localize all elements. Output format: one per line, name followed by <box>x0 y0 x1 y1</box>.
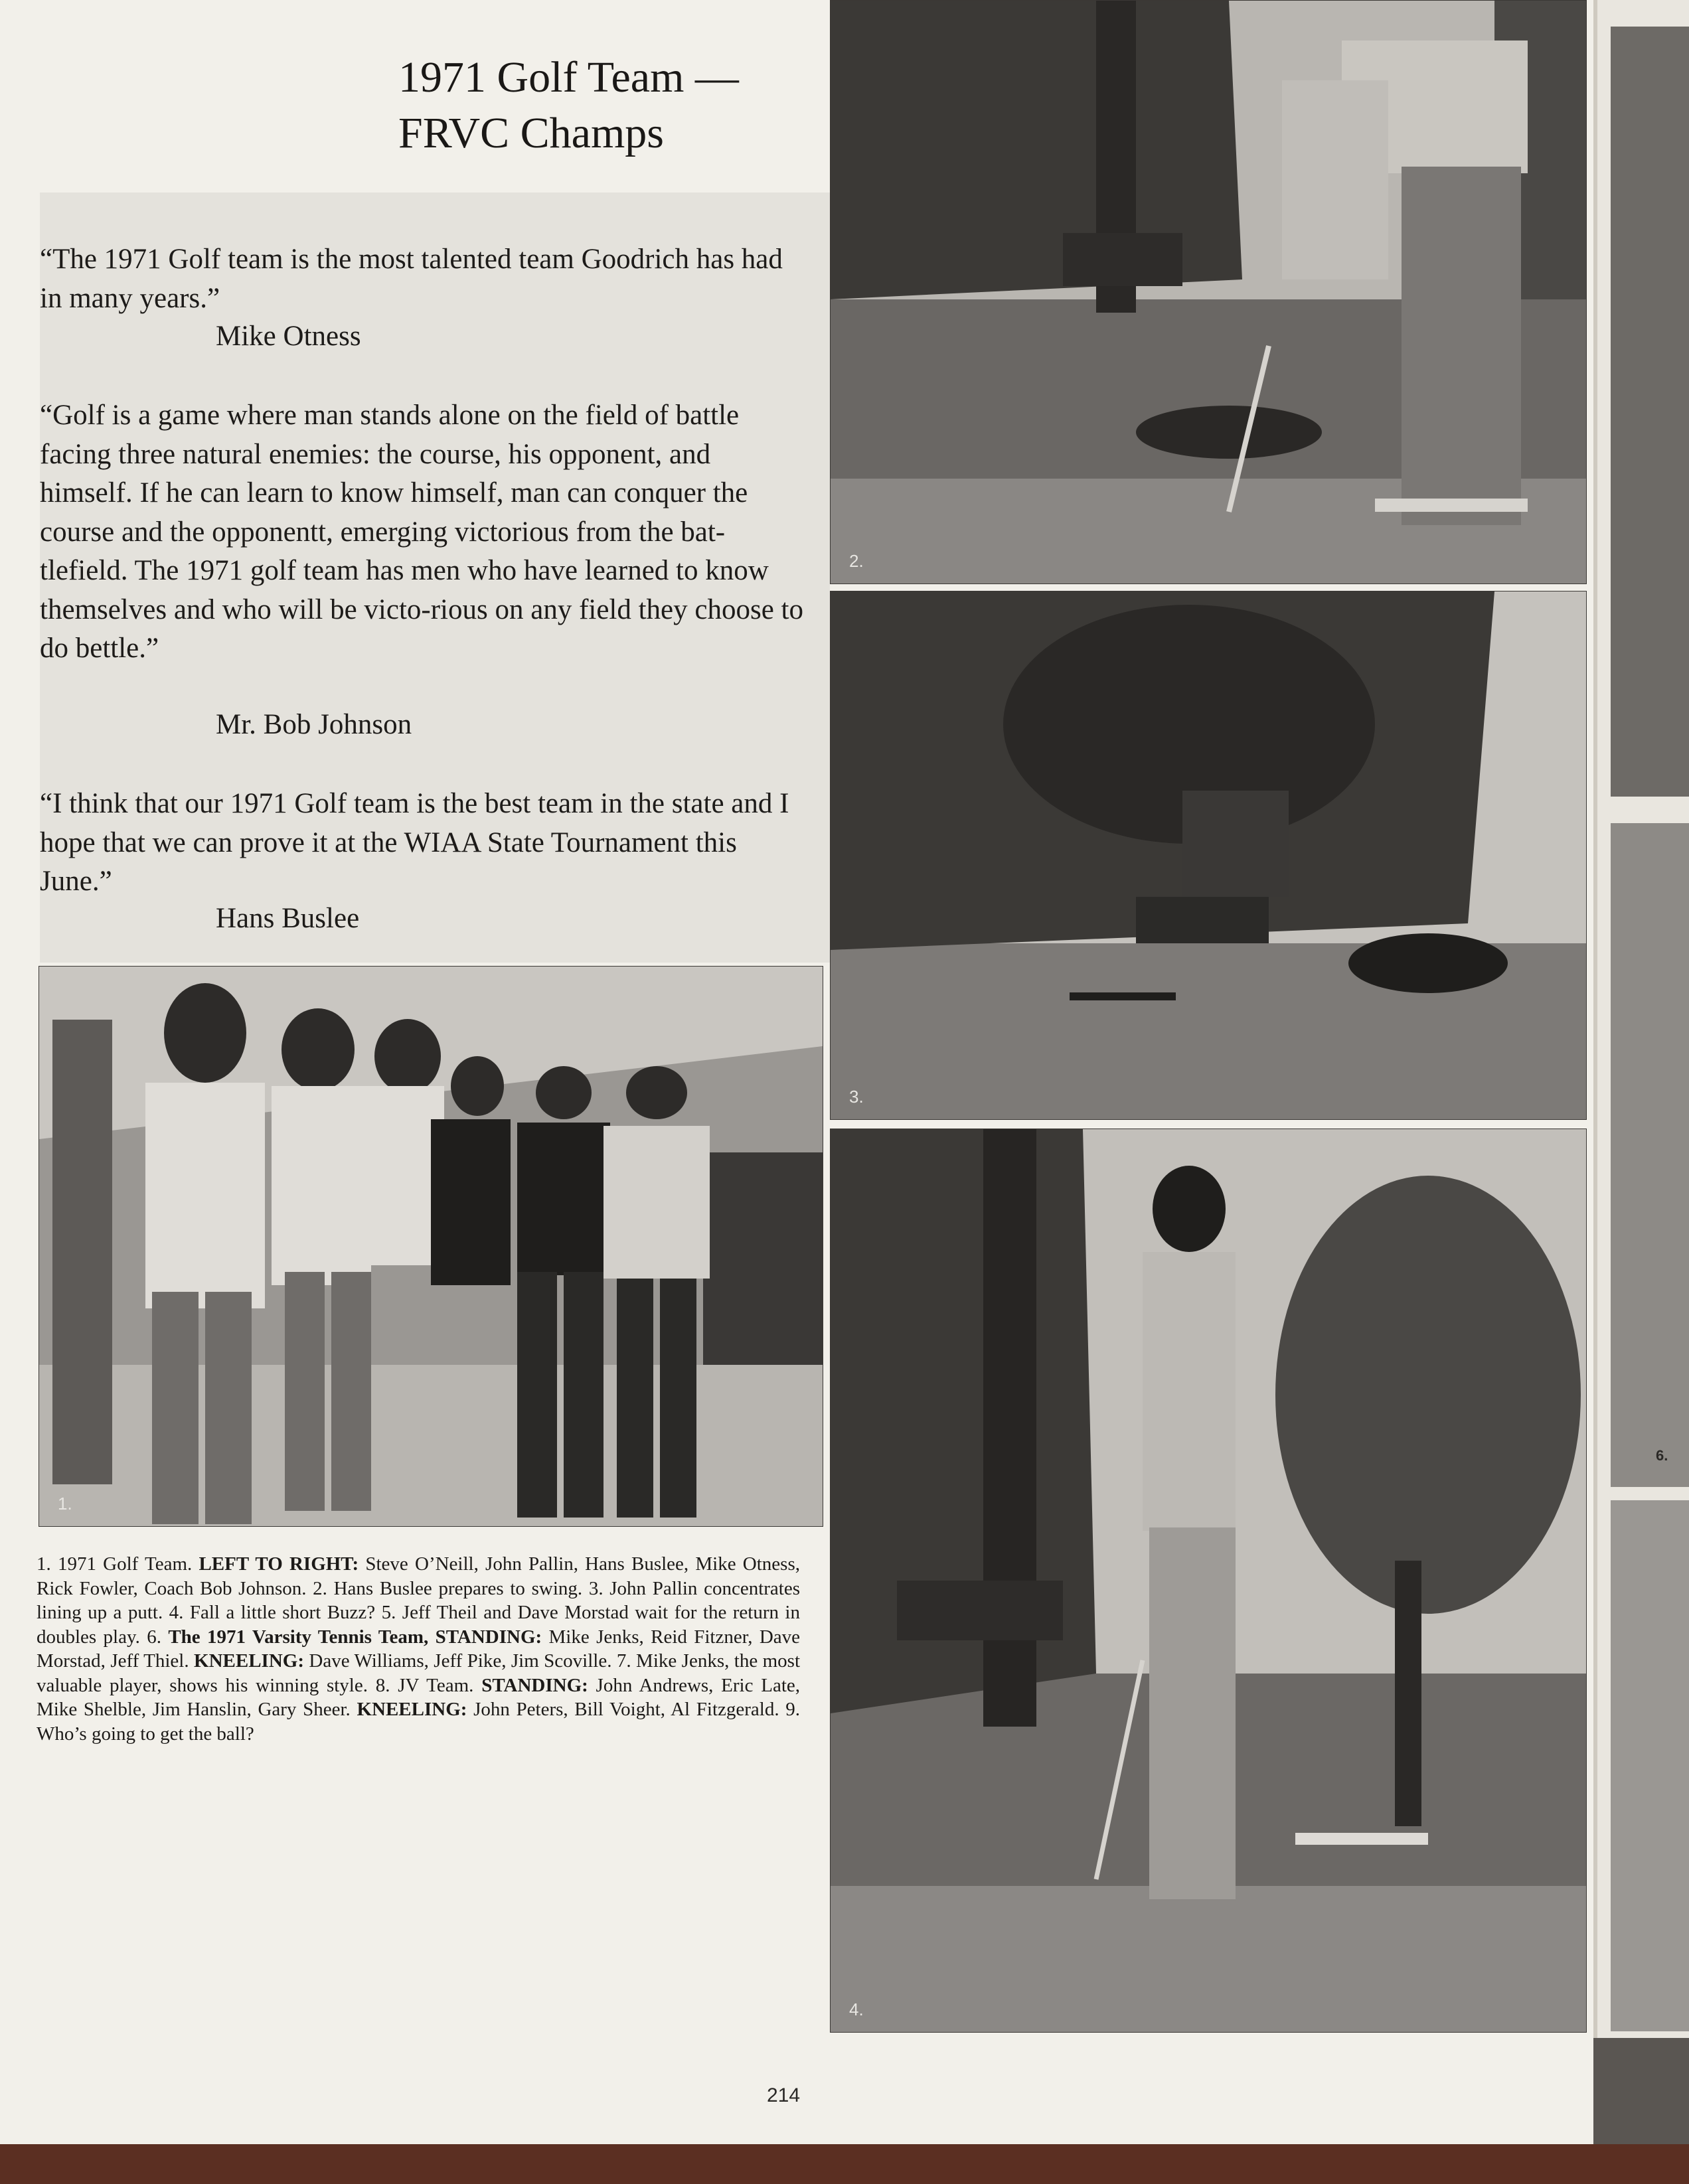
quote-2-author: Mr. Bob Johnson <box>216 709 412 740</box>
facing-photo <box>1611 27 1689 797</box>
photo-golfer-putt-number: 3. <box>849 1087 864 1107</box>
facing-page-edge <box>1593 0 1689 2038</box>
caption-bold: LEFT TO RIGHT: <box>199 1553 359 1575</box>
title-line-2: FRVC Champs <box>398 109 664 157</box>
photo-golfer-swing-number: 2. <box>849 551 864 571</box>
quote-2: “Golf is a game where man stands alone on the field of battle facing three natural enemies: the course, his opponent, and himself. If he can learn to know himself, man can conquer the course and the opponentt, emerging victorious from the bat-tlefield. The 1971 golf team has men who have learned to know themselves and who will be victo-rious on any field they choose to do bettle.” <box>40 400 803 664</box>
golfer-putt-illustration <box>831 591 1586 1119</box>
quote-1-author: Mike Otness <box>216 321 361 352</box>
photo-golfer-green <box>830 1129 1587 2033</box>
caption-part: John Peters, Bill Voight, Al Fitzgerald. 9. Who’s going to get the ball? <box>37 1699 800 1745</box>
caption-bold: STANDING: <box>481 1674 588 1696</box>
quote-1: “The 1971 Golf team is the most talented team Goodrich has had in many years.” <box>40 244 783 314</box>
facing-photo <box>1611 823 1689 1487</box>
caption-part: John Andrews, Eric Late, Mike Shelble, Jim Hanslin, Gary Sheer. <box>37 1674 801 1720</box>
caption-bold: KNEELING: <box>357 1699 467 1720</box>
photo-team <box>39 966 823 1527</box>
caption-bold: KNEELING: <box>194 1650 304 1672</box>
photo-team-number: 1. <box>58 1494 72 1514</box>
photo-golfer-green-number: 4. <box>849 1999 864 2019</box>
caption-bold: The 1971 Varsity Tennis Team, STANDING: <box>168 1626 542 1648</box>
photo-golfer-putt <box>830 591 1587 1120</box>
page-number: 214 <box>767 2084 801 2106</box>
photo-golfer-swing <box>830 0 1587 584</box>
caption-part: Steve O’Neill, John Pallin, Hans Buslee, Mike Otness, Rick Fowler, Coach Bob Johnson. 2. Hans Buslee prepares to swing. 3. John Pallin concentrates lining up a putt. 4. Fall a little short Buzz? 5. Jeff Theil and Dave Morstad wait for the return in doubles play. 6. <box>37 1553 800 1648</box>
scan-background <box>0 2144 1689 2184</box>
golfer-green-illustration <box>831 1129 1586 2032</box>
facing-page-label: 6. <box>1656 1447 1668 1464</box>
title-line-1: 1971 Golf Team — <box>398 53 739 102</box>
caption-part: Dave Williams, Jeff Pike, Jim Scoville. 7. Mike Jenks, the most valuable player, shows his winning style. 8. JV Team. <box>37 1650 801 1696</box>
photo-caption <box>37 1552 800 1746</box>
facing-photo <box>1611 1500 1689 2031</box>
caption-part: 1. 1971 Golf Team. <box>37 1553 199 1575</box>
team-photo-illustration <box>39 967 823 1526</box>
page-title <box>398 50 903 161</box>
golfer-swing-illustration <box>831 1 1586 584</box>
quote-3-author: Hans Buslee <box>216 903 360 934</box>
quote-3: “I think that our 1971 Golf team is the best team in the state and I hope that we can prove it at the WIAA State Tournament this June.” <box>40 788 789 897</box>
caption-part: Mike Jenks, Reid Fitzner, Dave Morstad, Jeff Thiel. <box>37 1626 800 1672</box>
